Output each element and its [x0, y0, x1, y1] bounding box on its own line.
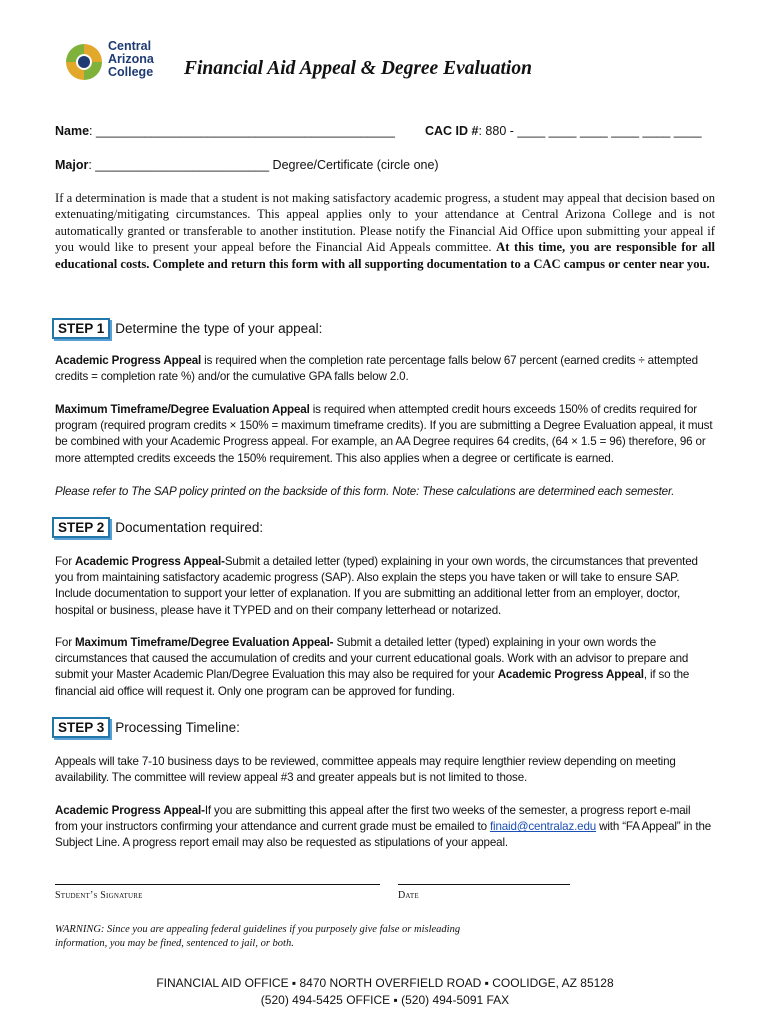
step-1-heading: [52, 318, 322, 339]
step-3-p2-text-2: with “FA Appeal” in the Subject Line. A progress report email may also be requested as stipulations of your appeal.: [55, 820, 712, 850]
step-1-badge: STEP 1: [52, 318, 110, 339]
step-1-p2-text: is required when attempted credit hours exceeds 150% of credits required for program (required program credits × 150% = maximum timeframe credits). If you are submitting a Degree Evaluation appeal, it must be combined with your Academic Progress appeal. For example, an AA Degree requires 64 credits, (64 × 1.5 = 96) therefore, 96 or more attempted credits exceeds the 150% requirement. This also applies when a degree or certificate is earned.: [55, 403, 713, 465]
logo-wordmark: [108, 40, 154, 79]
step-2-p1-bold: Academic Progress Appeal-: [75, 555, 225, 568]
intro-paragraph: [55, 190, 715, 272]
logo-line-2: Arizona: [108, 52, 154, 66]
intro-text: If a determination is made that a student is not making satisfactory academic progress, a student may appeal that decision based on extenuating/mitigating circumstances. This appeal applies only to your attendance at Central Arizona College and is not automatically granted or transferable to another institution. Please notify the Financial Aid Office upon submitting your appeal if you would like to present your appeal before the Financial Aid Appeals committee.: [55, 191, 715, 255]
step-2-p1-pre: For: [55, 555, 76, 568]
cac-id-field[interactable]: [425, 124, 702, 138]
student-signature-label: Student’s Signature: [55, 890, 143, 901]
cac-id-blank[interactable]: : 880 - ____ ____ ____ ____ ____ ____: [478, 124, 702, 138]
step-2-p2-text: Submit a detailed letter (typed) explaining in your own words the circumstances that caused the accumulation of credits and your current educational goals. Work with an advisor to prepare and submit your Master Academic Plan/Degree Evaluation this may also be required for your: [55, 636, 689, 682]
warning-text: WARNING: Since you are appealing federal guidelines if you purposely give false or misleading information, you may be fined, sentenced to jail, or both.: [55, 924, 461, 949]
step-3-heading: [52, 717, 240, 738]
step-3-p1-text: Appeals will take 7-10 business days to be reviewed, committee appeals may require lengthier review depending on meeting availability. The committee will review appeal #3 and greater appeals but is not limited to those.: [55, 755, 676, 785]
logo-line-1: Central: [108, 39, 152, 53]
step-2-p2-bold-2: Academic Progress Appeal: [497, 668, 644, 682]
college-logo: [64, 40, 184, 86]
step-2-paragraph-1: [55, 554, 715, 619]
student-signature-line[interactable]: [55, 884, 380, 885]
major-blank[interactable]: : _________________________ Degree/Certificate (circle one): [88, 158, 439, 172]
step-2-paragraph-2: [55, 635, 715, 700]
step-3-paragraph-2: [55, 803, 715, 852]
logo-line-3: College: [108, 65, 154, 79]
step-1-p1-text: is required when the completion rate percentage falls below 67 percent (earned credits ÷ attempted credits = completion rate %) and/or the cumulative GPA falls below 2.0.: [55, 354, 698, 384]
step-1-title: Determine the type of your appeal:: [115, 321, 323, 336]
step-1-note-text: Please refer to The SAP policy printed on the backside of this form. Note: These calculations are determined each semester.: [55, 485, 675, 498]
intro-bold: At this time, you are responsible for all educational costs. Complete and return this form with all supporting documentation to a CAC campus or center near you.: [55, 240, 716, 271]
major-label: Major: [55, 158, 89, 172]
step-2-p2-pre: For: [55, 636, 76, 649]
date-line[interactable]: [398, 884, 570, 885]
step-2-badge: STEP 2: [52, 517, 110, 538]
name-blank[interactable]: : ___________________________________________: [89, 124, 395, 138]
footer-address: FINANCIAL AID OFFICE ▪ 8470 NORTH OVERFIELD ROAD ▪ COOLIDGE, AZ 85128: [156, 976, 614, 990]
date-label: Date: [398, 890, 419, 901]
name-label: Name: [55, 124, 90, 138]
step-2-p2-bold: Maximum Timeframe/Degree Evaluation Appeal-: [75, 636, 334, 649]
step-3-paragraph-1: [55, 754, 715, 786]
step-1-paragraph-2: [55, 402, 715, 467]
footer-phone: (520) 494-5425 OFFICE ▪ (520) 494-5091 FAX: [260, 993, 510, 1007]
major-field[interactable]: [55, 158, 439, 172]
step-1-paragraph-1: [55, 353, 715, 385]
page-title: Financial Aid Appeal & Degree Evaluation: [184, 58, 532, 79]
step-2-p1-text: Submit a detailed letter (typed) explaining in your own words, the circumstances that prevented you from maintaining satisfactory academic progress (SAP). Also explain the steps you have taken or will take to ensure SAP. Include documentation to support your letter of explanation. If you are submitting an additional letter from an employer, doctor, hospital or business, please have it TYPED and on their company letterhead or notarized.: [55, 555, 698, 617]
step-3-p2-text: If you are submitting this appeal after the first two weeks of the semester, a progress report e-mail from your instructors confirming your attendance and current grade must be emailed to: [55, 804, 691, 834]
step-3-p2-bold: Academic Progress Appeal-: [55, 804, 205, 817]
step-2-heading: [52, 517, 263, 538]
step-2-p2-text-2: , if so the financial aid office will request it. Only one program can be approved for funding.: [55, 668, 690, 698]
finaid-email-link[interactable]: finaid@centralaz.edu: [489, 820, 597, 834]
step-3-badge: STEP 3: [52, 717, 110, 738]
step-2-title: Documentation required:: [115, 520, 264, 535]
step-1-p2-bold: Maximum Timeframe/Degree Evaluation Appeal: [55, 403, 310, 416]
name-field[interactable]: [55, 124, 395, 138]
step-1-p1-bold: Academic Progress Appeal: [55, 354, 202, 367]
step-1-note: [55, 484, 715, 500]
step-3-title: Processing Timeline:: [115, 720, 240, 735]
college-logo-icon: [64, 42, 104, 82]
cac-id-label: CAC ID #: [425, 124, 479, 138]
